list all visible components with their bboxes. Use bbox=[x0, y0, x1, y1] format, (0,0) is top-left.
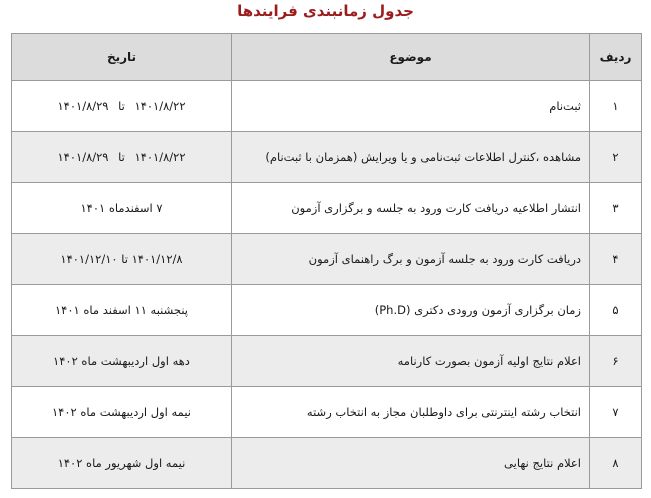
row-number: ۴ bbox=[590, 234, 642, 285]
row-subject: مشاهده ،کنترل اطلاعات ثبت‌نامی و یا ویرایش (همزمان با ثبت‌نام) bbox=[232, 132, 590, 183]
table-row bbox=[12, 285, 642, 336]
table-row bbox=[12, 183, 642, 234]
row-number: ۸ bbox=[590, 438, 642, 489]
row-subject: ثبت‌نام bbox=[232, 81, 590, 132]
row-subject: دریافت کارت ورود به جلسه آزمون و برگ راهنمای آزمون bbox=[232, 234, 590, 285]
table-row bbox=[12, 81, 642, 132]
row-date bbox=[12, 132, 232, 183]
date-range bbox=[57, 99, 185, 113]
row-date: ۷ اسفندماه ۱۴۰۱ bbox=[12, 183, 232, 234]
row-subject: انتخاب رشته اینترنتی برای داوطلبان مجاز به انتخاب رشته bbox=[232, 387, 590, 438]
date-separator: تا bbox=[118, 99, 125, 113]
table-header-row bbox=[12, 34, 642, 81]
row-number: ۳ bbox=[590, 183, 642, 234]
row-subject: اعلام نتایج اولیه آزمون بصورت کارنامه bbox=[232, 336, 590, 387]
row-date: دهه اول اردیبهشت ماه ۱۴۰۲ bbox=[12, 336, 232, 387]
row-number: ۱ bbox=[590, 81, 642, 132]
schedule-table bbox=[11, 33, 642, 489]
header-date: تاریخ bbox=[12, 34, 232, 81]
date-range bbox=[57, 150, 185, 164]
table-row bbox=[12, 438, 642, 489]
row-date bbox=[12, 81, 232, 132]
table-row bbox=[12, 336, 642, 387]
row-date: نیمه اول شهریور ماه ۱۴۰۲ bbox=[12, 438, 232, 489]
date-to: ۱۴۰۱/۸/۲۹ bbox=[57, 150, 109, 164]
header-row-number: ردیف bbox=[590, 34, 642, 81]
table-row bbox=[12, 234, 642, 285]
row-subject: انتشار اطلاعیه دریافت کارت ورود به جلسه و برگزاری آزمون bbox=[232, 183, 590, 234]
page-title: جدول زمانبندی فرایندها bbox=[237, 2, 414, 20]
header-subject: موضوع bbox=[232, 34, 590, 81]
row-date: پنجشنبه ۱۱ اسفند ماه ۱۴۰۱ bbox=[12, 285, 232, 336]
table-row bbox=[12, 387, 642, 438]
row-number: ۷ bbox=[590, 387, 642, 438]
row-subject: اعلام نتایج نهایی bbox=[232, 438, 590, 489]
date-from: ۱۴۰۱/۸/۲۲ bbox=[134, 99, 186, 113]
row-number: ۵ bbox=[590, 285, 642, 336]
row-number: ۶ bbox=[590, 336, 642, 387]
date-to: ۱۴۰۱/۸/۲۹ bbox=[57, 99, 109, 113]
table-row bbox=[12, 132, 642, 183]
row-date: نیمه اول اردیبهشت ماه ۱۴۰۲ bbox=[12, 387, 232, 438]
date-from: ۱۴۰۱/۸/۲۲ bbox=[134, 150, 186, 164]
row-subject: زمان برگزاری آزمون ورودی دکتری (Ph.D) bbox=[232, 285, 590, 336]
row-date: ۱۴۰۱/۱۲/۸ تا ۱۴۰۱/۱۲/۱۰ bbox=[12, 234, 232, 285]
row-number: ۲ bbox=[590, 132, 642, 183]
date-separator: تا bbox=[118, 150, 125, 164]
